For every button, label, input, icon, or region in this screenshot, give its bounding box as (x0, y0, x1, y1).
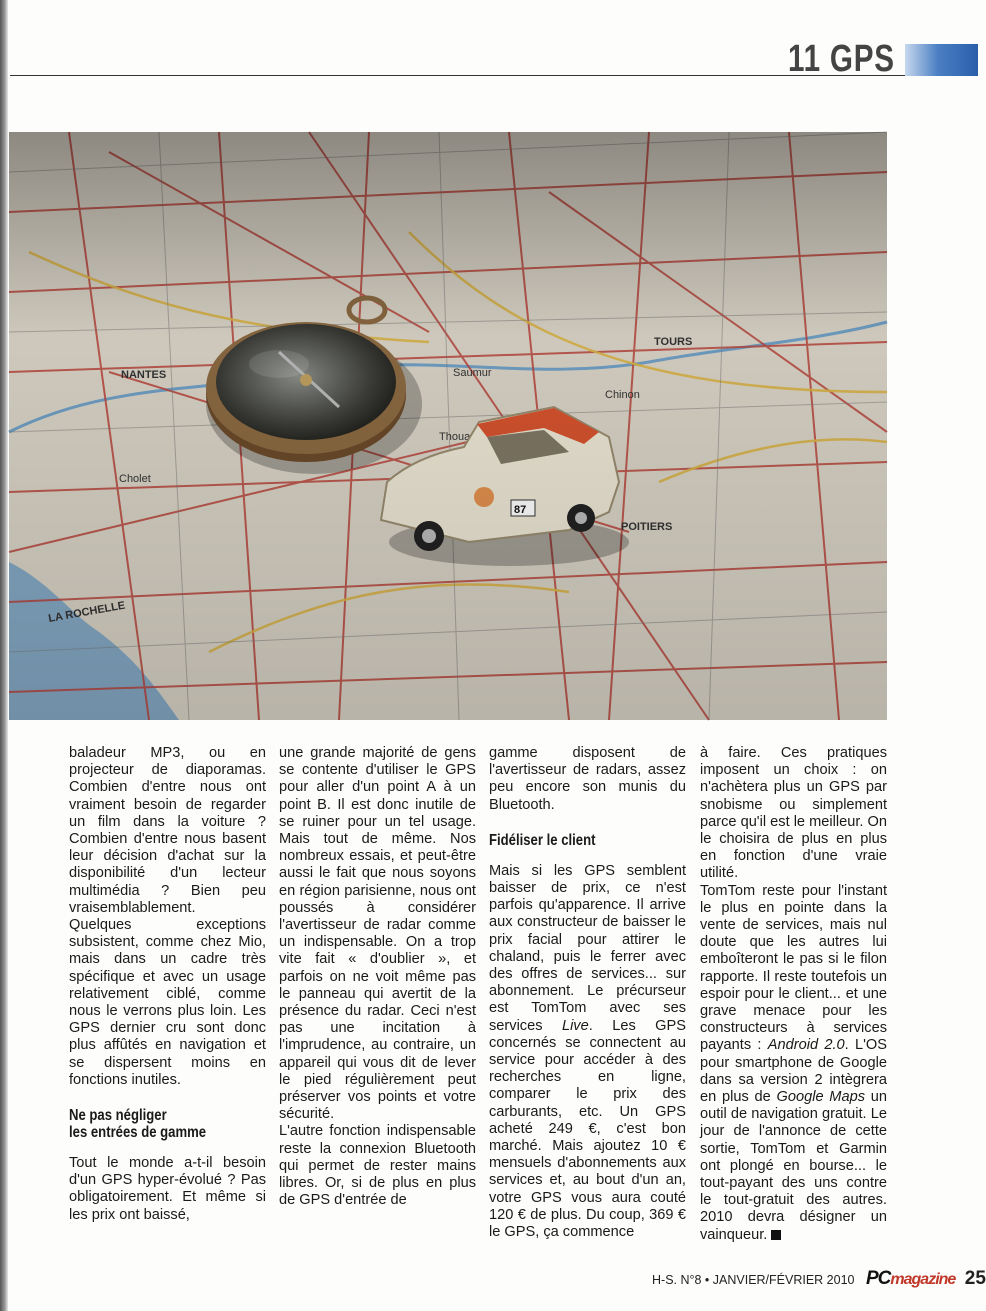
page-spine-shadow (0, 0, 8, 1311)
col3-paragraph-1: gamme disposent de l'avertisseur de radars, assez peu encore son munis du Bluetooth. (489, 745, 686, 813)
col3-text-a: Mais si les GPS semblent baisser de prix, ce n'est parfois qu'apparence. Il arrive aux constructeur de baisser le prix facial pour attirer le chaland, puis le ferrer avec des offres de services... sur abonnement. Le précurseur est TomTom avec ses services (489, 862, 686, 1034)
logo-magazine: magazine (890, 1271, 956, 1288)
col4-google-maps-italic: Google Maps (776, 1089, 865, 1106)
magazine-logo (866, 1268, 955, 1289)
col4-android-italic: Android 2.0 (767, 1037, 845, 1054)
section-color-bar (905, 44, 978, 76)
header-rule (10, 75, 918, 76)
col4-text-a: TomTom reste pour l'instant le plus en pointe dans la vente de services, mais nul doute que les autres lui emboîteront le pas si le filon rapporte. Il reste toutefois un espoir pour le client... et une grave menace pour les constructeurs à services payants : (700, 882, 887, 1054)
map-photo (9, 132, 887, 720)
col3-live-italic: Live (561, 1017, 589, 1034)
article-column-1 (69, 745, 266, 1224)
page-number: 25 (964, 1268, 986, 1289)
col3-paragraph-2 (489, 863, 686, 1241)
logo-pc: PC (865, 1268, 891, 1289)
map-photo-illustration (9, 132, 887, 720)
end-of-article-mark (771, 1230, 781, 1240)
col4-text-c: un outil de navigation gratuit. Le jour de l'annonce de cette sortie, TomTom et Garmin ont plongé en bourse... le tout-payant des uns contre le tout-gratuit des autres. 2010 devra désigner un vainqueur. (700, 1089, 887, 1243)
lighting-overlay (9, 132, 887, 720)
article-column-2 (279, 745, 476, 1209)
col1-paragraph-2: Quelques exceptions subsistent, comme chez Mio, mais dans un cadre très spécifique et avec un usage relativement ciblé, comme nous le verrons plus loin. Les GPS dernier cru sont donc plus affûtés en navigation et se dispersent moins en fonctions inutiles. (69, 917, 266, 1088)
article-column-4 (700, 745, 887, 1244)
section-tag: 11 GPS (788, 38, 895, 80)
col2-paragraph-1: une grande majorité de gens se contente d'utiliser le GPS pour aller d'un point A à un point B. Il est donc inutile de se ruiner pour un tel usage. Mais tout de même. Nos nombreux essais, et peut-être aussi le fait que nous soyons en région parisienne, nous ont poussés à considérer l'avertisseur de radar comme un indispensable. On a trop vite fait « d'oublier », et parfois on ne voit même pas le panneau qui avertit de la présence du radar. Ceci n'est pas une incitation à l'imprudence, au contraire, un appareil qui vous dit de lever le pied régulièrement peut préserver vos points et votre sécurité. (279, 745, 476, 1123)
col2-paragraph-2: L'autre fonction indispensable reste la connexion Bluetooth qui permet de rester mains libres. Or, si de plus en plus de GPS d'entrée de (279, 1123, 476, 1209)
subheading-entree-de-gamme: Ne pas négliger les entrées de gamme (69, 1107, 207, 1142)
issue-info: H-S. N°8 • JANVIER/FÉVRIER 2010 (652, 1273, 855, 1287)
col4-text-b: . L'OS pour smartphone de Google dans sa version 2 intègrera en plus de (700, 1037, 887, 1106)
col1-paragraph-1: baladeur MP3, ou en projecteur de diaporamas. Combien d'entre nous ont vraiment besoin de regarder un film dans la voiture ? Combien d'entre nous basent leur décision d'achat sur la disponibilité d'un lecteur multimédia ? Bien peu vraisemblablement. (69, 745, 266, 916)
subheading-fideliser: Fidéliser le client (489, 831, 596, 849)
col3-text-b: . Les GPS concernés se connectent au service pour accéder à des recherches en ligne, comparer le prix des carburants, etc. Un GPS acheté 249 €, c'est bon marché. Mais ajoutez 10 € mensuels d'abonnements aux services et, au bout d'un an, votre GPS vous aura couté 120 € de plus. Du coup, 369 € le GPS, ça commence (489, 1017, 686, 1241)
col4-paragraph-2 (700, 883, 887, 1244)
article-column-3 (489, 745, 686, 1241)
page-footer (652, 1268, 986, 1290)
col1-paragraph-3: Tout le monde a-t-il besoin d'un GPS hyper-évolué ? Pas obligatoirement. Et même si les prix ont baissé, (69, 1155, 266, 1223)
col4-paragraph-1: à faire. Ces pratiques imposent un choix : on n'achètera plus un GPS par snobisme ou simplement parce qu'il est le meilleur. On le choisira de plus en plus en fonction d'une vraie utilité. (700, 745, 887, 882)
